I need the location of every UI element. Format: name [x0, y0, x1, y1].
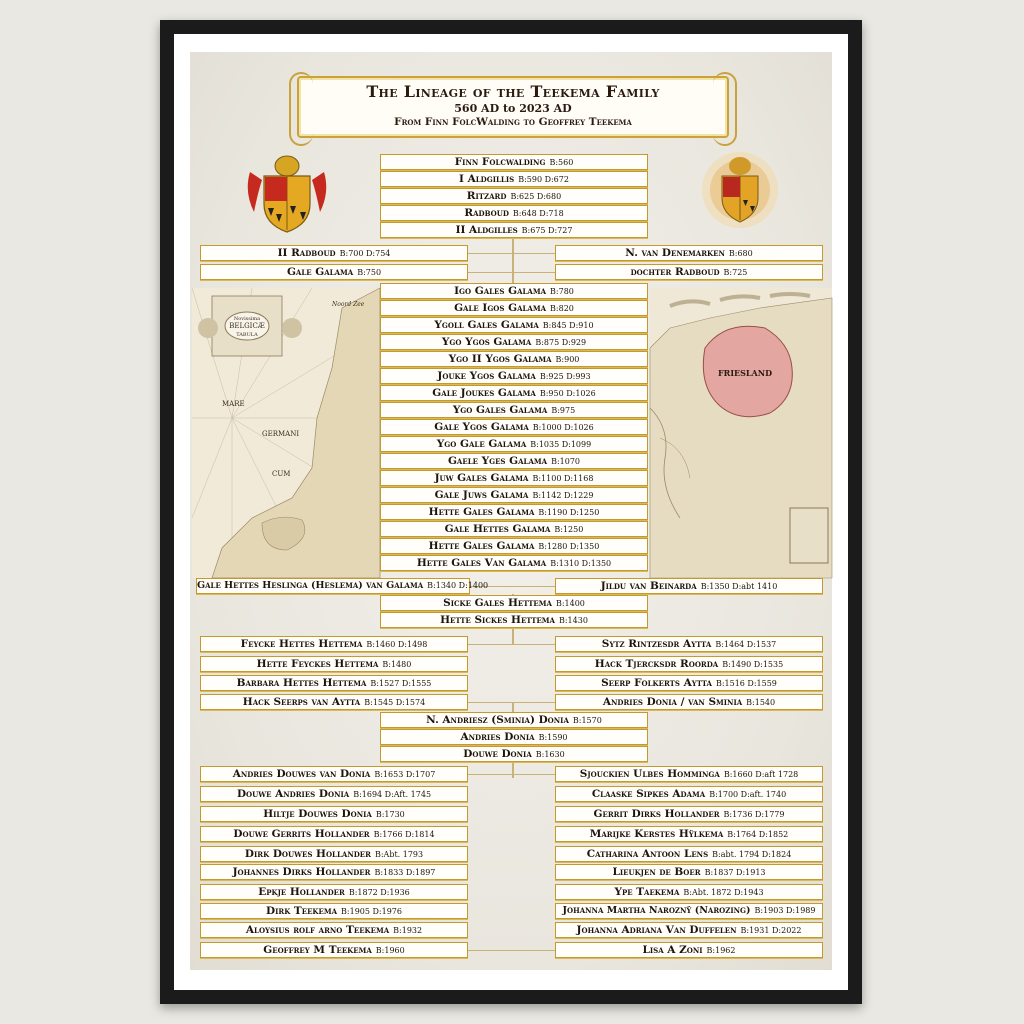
person-box [555, 766, 823, 782]
person-dates: B:1630 [535, 750, 565, 759]
person-name: Gale Galama [286, 266, 354, 278]
person-dates: B:1766 D:1814 [373, 830, 435, 839]
person-name: Johannes Dirks Hollander [232, 866, 371, 878]
person-dates: B:675 D:727 [521, 226, 573, 235]
person-dates: B:1310 D:1350 [550, 559, 612, 568]
person-box [380, 351, 648, 367]
person-dates: B:625 D:680 [510, 192, 562, 201]
person-box [380, 555, 648, 571]
person-dates: B:975 [551, 406, 576, 415]
person-dates: B:1653 D:1707 [374, 770, 436, 779]
person-box [555, 942, 823, 958]
person-box [555, 826, 823, 842]
person-name: Gale Hettes Heslinga (Heslema) van Galama [197, 580, 424, 591]
person-box [555, 694, 823, 710]
person-dates: B:1035 D:1099 [530, 440, 592, 449]
person-box [200, 694, 468, 710]
person-dates: B:1590 [538, 733, 568, 742]
person-dates: B:1872 D:1936 [348, 888, 410, 897]
person-dates: B:1000 D:1026 [532, 423, 594, 432]
person-name: Hack Tjercksdr Roorda [594, 658, 719, 670]
person-box [380, 470, 648, 486]
person-box [200, 675, 468, 691]
person-box [380, 538, 648, 554]
cartouche-text-b: BELGICÆ [229, 322, 265, 330]
person-dates: B:1480 [382, 660, 412, 669]
friesland-label: FRIESLAND [717, 368, 773, 378]
person-name: Igo Gales Galama [454, 285, 547, 297]
branch-line-pairs4 [468, 774, 555, 775]
person-box [200, 786, 468, 802]
sea-label-1: MARE [222, 400, 245, 408]
person-dates: B:1736 D:1779 [723, 810, 785, 819]
coat-of-arms-left [244, 152, 330, 240]
person-box [555, 922, 823, 938]
person-box [380, 300, 648, 316]
person-dates: B:875 D:929 [535, 338, 587, 347]
person-name: Gale Igos Galama [454, 302, 547, 314]
person-name: Andries Donia / van Sminia [602, 696, 743, 708]
person-box [380, 402, 648, 418]
cartouche-text-c: TABULA [236, 332, 258, 338]
person-box [555, 636, 823, 652]
person-name: Hette Sickes Hettema [440, 614, 555, 626]
person-name: Feycke Hettes Hettema [240, 638, 363, 650]
person-dates: B:680 [728, 249, 753, 258]
person-dates: B:1070 [551, 457, 581, 466]
person-dates: B:1833 D:1897 [374, 868, 436, 877]
person-box [196, 578, 489, 594]
person-box [200, 264, 468, 280]
person-name: Ype Taekema [614, 886, 680, 898]
person-name: Catharina Antoon Lens [586, 848, 709, 860]
person-box [555, 903, 823, 919]
person-dates: B:1730 [375, 810, 405, 819]
person-dates: B:560 [549, 158, 574, 167]
title-banner [297, 76, 729, 138]
person-box [380, 436, 648, 452]
person-name: Ygo Gales Galama [452, 404, 548, 416]
person-box [555, 846, 823, 862]
person-box [200, 656, 468, 672]
person-name: N. Andriesz (Sminia) Donia [426, 714, 569, 726]
person-name: Epkje Hollander [258, 886, 345, 898]
person-dates: B:1837 D:1913 [704, 868, 766, 877]
person-dates: B:1931 D:2022 [740, 926, 802, 935]
person-box [555, 806, 823, 822]
person-box [555, 264, 823, 280]
page-subtitle: From Finn FolcWalding to Geoffrey Teekema [394, 116, 632, 128]
person-name: I Aldgillis [459, 173, 515, 185]
person-box [555, 864, 823, 880]
person-dates: B:1960 [375, 946, 405, 955]
person-name: Claaske Sipkes Adama [591, 788, 706, 800]
person-dates: B:1190 D:1250 [538, 508, 600, 517]
person-box [200, 922, 468, 938]
person-name: Hack Seerps van Aytta [242, 696, 361, 708]
person-name: Gale Joukes Galama [432, 387, 536, 399]
person-box [200, 806, 468, 822]
person-dates: B:725 [723, 268, 748, 277]
person-box [380, 154, 648, 170]
person-name: Sjouckien Ulbes Homminga [579, 768, 720, 780]
person-dates: B:1527 D:1555 [370, 679, 432, 688]
person-name: Lisa A Zoni [642, 944, 703, 956]
person-name: Johanna Martha Naroznÿ (Narozing) [562, 905, 751, 916]
person-dates: B:900 [555, 355, 580, 364]
person-name: Jildu van Beinarda [600, 580, 697, 592]
person-dates: B:1100 D:1168 [532, 474, 594, 483]
person-box [380, 612, 648, 628]
branch-line-pairs4b [468, 950, 555, 951]
person-box [555, 884, 823, 900]
person-name: Douwe Andries Donia [236, 788, 350, 800]
page-date-range: 560 AD to 2023 AD [454, 102, 572, 115]
person-dates: B:1932 [393, 926, 423, 935]
person-dates: B:abt. 1794 D:1824 [712, 850, 792, 859]
sea-label-3: CUM [272, 470, 291, 478]
person-box [380, 504, 648, 520]
person-dates: B:1516 D:1559 [715, 679, 777, 688]
person-dates: B:Abt. 1793 [374, 850, 424, 859]
person-dates: B:1660 D:aft 1728 [723, 770, 799, 779]
person-dates: B:1142 D:1229 [532, 491, 594, 500]
person-name: Lieukjen de Boer [612, 866, 701, 878]
person-name: Seerp Folkerts Aytta [601, 677, 712, 689]
person-name: Barbara Hettes Hettema [236, 677, 367, 689]
person-dates: B:1903 D:1989 [754, 906, 816, 915]
person-name: Finn Folcwalding [454, 156, 546, 168]
person-box [380, 453, 648, 469]
person-dates: B:1460 D:1498 [366, 640, 428, 649]
person-dates: B:1430 [558, 616, 588, 625]
person-dates: B:1490 D:1535 [722, 660, 784, 669]
person-name: Johanna Adriana Van Duffelen [576, 924, 737, 936]
person-name: II Aldgilles [455, 224, 518, 236]
spouse-connector-2 [468, 272, 555, 273]
person-name: Gaele Yges Galama [447, 455, 548, 467]
person-dates: B:1540 [746, 698, 776, 707]
person-dates: B:1464 D:1537 [715, 640, 777, 649]
person-box [380, 419, 648, 435]
person-name: Andries Douwes van Donia [232, 768, 371, 780]
spouse-connector-1 [468, 253, 555, 254]
person-box [380, 487, 648, 503]
person-dates: B:750 [357, 268, 382, 277]
person-box [380, 171, 648, 187]
person-name: Douwe Donia [463, 748, 532, 760]
person-box [380, 368, 648, 384]
person-name: Geoffrey M Teekema [263, 944, 372, 956]
person-name: Hette Gales Galama [428, 506, 535, 518]
person-name: Hiltje Douwes Donia [263, 808, 372, 820]
person-dates: B:925 D:993 [539, 372, 591, 381]
person-box [380, 729, 648, 745]
person-name: Hette Feyckes Hettema [256, 658, 379, 670]
person-name: Aloysius rolf arno Teekema [245, 924, 390, 936]
person-name: Gale Ygos Galama [434, 421, 529, 433]
person-box [555, 786, 823, 802]
person-dates: B:1545 D:1574 [364, 698, 426, 707]
person-box [380, 334, 648, 350]
person-name: Dirk Teekema [266, 905, 338, 917]
person-box [380, 385, 648, 401]
person-dates: B:1250 [554, 525, 584, 534]
person-dates: B:780 [550, 287, 574, 296]
person-dates: B:1570 [572, 716, 602, 725]
sea-label-4: Noord Zee [332, 301, 365, 308]
person-box [200, 846, 468, 862]
person-name: Dirk Douwes Hollander [244, 848, 371, 860]
person-name: Ygo Gale Galama [436, 438, 527, 450]
person-box [380, 222, 648, 238]
person-box [200, 884, 468, 900]
person-box [200, 245, 468, 261]
person-box [380, 712, 648, 728]
person-box [555, 245, 823, 261]
person-dates: B:648 D:718 [512, 209, 564, 218]
person-name: Douwe Gerrits Hollander [233, 828, 370, 840]
person-dates: B:820 [550, 304, 574, 313]
person-box [380, 521, 648, 537]
person-name: Ygoll Gales Galama [434, 319, 539, 331]
person-name: Jouke Ygos Galama [437, 370, 536, 382]
map-belgica-left [192, 288, 380, 578]
person-box [555, 675, 823, 691]
person-dates: B:845 D:910 [542, 321, 594, 330]
person-dates: B:590 D:672 [518, 175, 569, 184]
person-dates: B:1280 D:1350 [538, 542, 600, 551]
person-dates: B:1400 [555, 599, 585, 608]
person-box [380, 205, 648, 221]
person-name: Hette Gales Galama [428, 540, 535, 552]
cartouche-text-a: Novissima [233, 316, 261, 322]
person-box [200, 864, 468, 880]
person-dates: B:1905 D:1976 [341, 907, 402, 916]
person-name: Sicke Gales Hettema [443, 597, 552, 609]
branch-line-pairs3 [468, 644, 555, 645]
person-name: Marijke Kerstes Hÿlkema [589, 828, 724, 840]
person-name: Gale Hettes Galama [444, 523, 551, 535]
person-box [200, 826, 468, 842]
person-box [380, 188, 648, 204]
person-dates: B:1350 D:abt 1410 [700, 582, 778, 591]
person-name: Andries Donia [460, 731, 535, 743]
person-name: dochter Radboud [630, 266, 720, 278]
person-name: Ygo Ygos Galama [441, 336, 532, 348]
person-box [555, 656, 823, 672]
person-box [380, 283, 648, 299]
person-box [380, 746, 648, 762]
person-box [380, 317, 648, 333]
person-dates: B:1962 [706, 946, 736, 955]
person-dates: B:1764 D:1852 [727, 830, 789, 839]
page-title: The Lineage of the Teekema Family [366, 82, 660, 101]
person-box [200, 766, 468, 782]
person-name: Juw Gales Galama [434, 472, 529, 484]
person-dates: B:950 D:1026 [539, 389, 596, 398]
person-box [200, 942, 468, 958]
map-friesland-right [650, 288, 832, 578]
coat-of-arms-right [698, 148, 782, 236]
person-dates: B:700 D:754 [339, 249, 391, 258]
person-dates: B:1700 D:aft. 1740 [709, 790, 787, 799]
person-name: N. van Denemarken [625, 247, 725, 259]
person-name: Radboud [464, 207, 509, 219]
person-name: Sytz Rintzesdr Aytta [601, 638, 712, 650]
person-name: Gale Juws Galama [434, 489, 529, 501]
person-dates: B:1694 D:Aft. 1745 [353, 790, 432, 799]
person-box [200, 903, 468, 919]
person-box [200, 636, 468, 652]
person-box [380, 595, 648, 611]
person-name: II Radboud [277, 247, 336, 259]
person-name: Gerrit Dirks Hollander [593, 808, 720, 820]
person-box [555, 578, 823, 594]
sea-label-2: GERMANI [262, 430, 300, 438]
person-name: Hette Gales Van Galama [416, 557, 547, 569]
person-dates: B:Abt. 1872 D:1943 [683, 888, 764, 897]
person-name: Ritzard [466, 190, 507, 202]
person-dates: B:1340 D:1400 [427, 581, 489, 590]
person-name: Ygo II Ygos Galama [448, 353, 552, 365]
